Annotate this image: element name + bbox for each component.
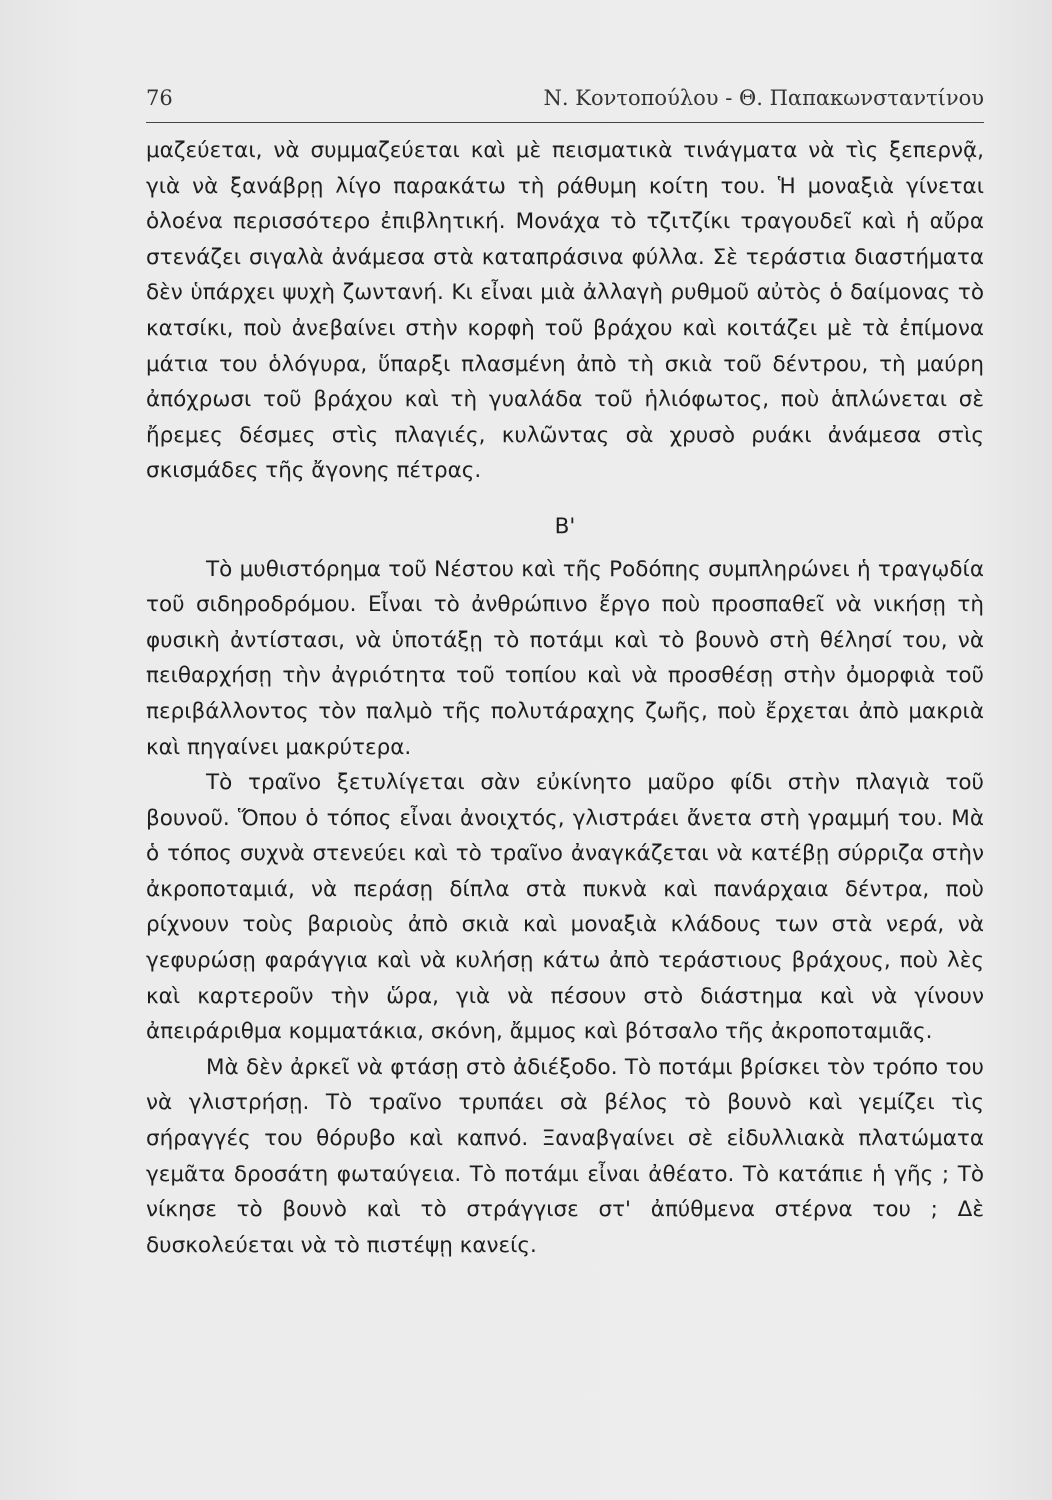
- paragraph: Τὸ τραῖνο ξετυλίγεται σὰν εὐκίνητο μαῦρο φίδι στὴν πλαγιὰ τοῦ βουνοῦ. Ὅπου ὁ τόπος εἶναι ἀνοιχτός, γλιστράει ἄνετα στὴ γραμμή του. Μὰ ὁ τόπος συχνὰ στενεύει καὶ τὸ τραῖνο ἀναγκάζεται νὰ κατέβῃ σύρριζα στὴν ἀκροποταμιά, νὰ περάσῃ δίπλα στὰ πυκνὰ καὶ πανάρχαια δέντρα, ποὺ ρίχνουν τοὺς βαριοὺς ἀπὸ σκιὰ καὶ μοναξιὰ κλάδους των στὰ νερά, νὰ γεφυρώσῃ φαράγγια καὶ νὰ κυλήσῃ κάτω ἀπὸ τεράστιους βράχους, ποὺ λὲς καὶ καρτεροῦν τὴν ὥρα, γιὰ νὰ πέσουν στὸ διάστημα καὶ νὰ γίνουν ἀπειράριθμα κομματάκια, σκόνη, ἄμμος καὶ βότσαλο τῆς ἀκροποταμιᾶς.: [146, 770, 984, 1045]
- header-rule: [146, 122, 984, 123]
- paragraph: Τὸ μυθιστόρημα τοῦ Νέστου καὶ τῆς Ροδόπης συμπληρώνει ἡ τραγῳδία τοῦ σιδηροδρόμου. Εἶναι τὸ ἀνθρώπινο ἔργο ποὺ προσπαθεῖ νὰ νικήσῃ τὴ φυσικὴ ἀντίστασι, νὰ ὑποτάξῃ τὸ ποτάμι καὶ τὸ βουνὸ στὴ θέλησί του, νὰ πειθαρχήσῃ τὴν ἀγριότητα τοῦ τοπίου καὶ νὰ προσθέσῃ στὴν ὀμορφιὰ τοῦ περιβάλλοντος τὸν παλμὸ τῆς πολυτάραχης ζωῆς, ποὺ ἔρχεται ἀπὸ μακριὰ καὶ πηγαίνει μακρύτερα.: [146, 556, 984, 760]
- body-text: [146, 133, 984, 1263]
- page-number: 76: [146, 86, 173, 110]
- running-header: [146, 86, 984, 110]
- section-heading: Β': [554, 513, 576, 539]
- paragraph: Μὰ δὲν ἀρκεῖ νὰ φτάσῃ στὸ ἀδιέξοδο. Τὸ ποτάμι βρίσκει τὸν τρόπο του νὰ γλιστρήσῃ. Τὸ τραῖνο τρυπάει σὰ βέλος τὸ βουνὸ καὶ γεμίζει τὶς σήραγγές του θόρυβο καὶ καπνό. Ξαναβγαίνει σὲ εἰδυλλιακὰ πλατώματα γεμᾶτα δροσάτη φωταύγεια. Τὸ ποτάμι εἶναι ἀθέατο. Τὸ κατάπιε ἡ γῆς ; Τὸ νίκησε τὸ βουνὸ καὶ τὸ στράγγισε στ' ἀπύθμενα στέρνα του ; Δὲ δυσκολεύεται νὰ τὸ πιστέψῃ κανείς.: [146, 1054, 984, 1258]
- running-header-authors: Ν. Κοντοπούλου - Θ. Παπακωνσταντίνου: [543, 86, 984, 110]
- paragraph: μαζεύεται, νὰ συμμαζεύεται καὶ μὲ πεισματικὰ τινάγματα νὰ τὶς ξεπερνᾷ, γιὰ νὰ ξανάβρῃ λίγο παρακάτω τὴ ράθυμη κοίτη του. Ἡ μοναξιὰ γίνεται ὁλοένα περισσότερο ἐπιβλητική. Μονάχα τὸ τζιτζίκι τραγουδεῖ καὶ ἡ αὔρα στενάζει σιγαλὰ ἀνάμεσα στὰ καταπράσινα φύλλα. Σὲ τεράστια διαστήματα δὲν ὑπάρχει ψυχὴ ζωντανή. Κι εἶναι μιὰ ἀλλαγὴ ρυθμοῦ αὐτὸς ὁ δαίμονας τὸ κατσίκι, ποὺ ἀνεβαίνει στὴν κορφὴ τοῦ βράχου καὶ κοιτάζει μὲ τὰ ἐπίμονα μάτια του ὁλόγυρα, ὕπαρξι πλασμένη ἀπὸ τὴ σκιὰ τοῦ δέντρου, τὴ μαύρη ἀπόχρωσι τοῦ βράχου καὶ τὴ γυαλάδα τοῦ ἡλιόφωτος, ποὺ ἁπλώνεται σὲ ἤρεμες δέσμες στὶς πλαγιές, κυλῶντας σὰ χρυσὸ ρυάκι ἀνάμεσα στὶς σκισμάδες τῆς ἄγονης πέτρας.: [146, 138, 984, 484]
